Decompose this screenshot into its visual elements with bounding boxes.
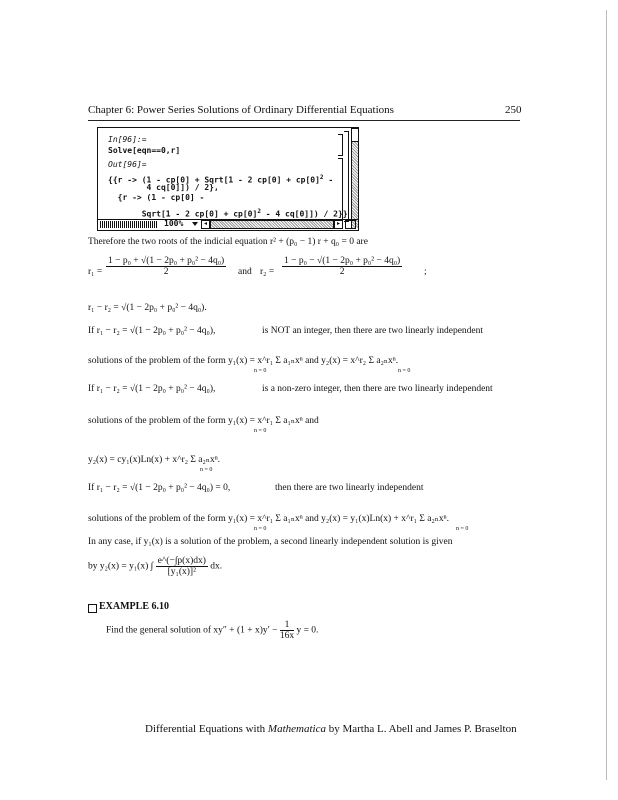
case2-y2: y₂(x) = cy₁(x)Ln(x) + x^r₂ Σ a₂ₙxⁿ. — [88, 455, 221, 465]
output-line-2: 4 cq[0]]) / 2}, — [108, 183, 219, 192]
second-solution-formula — [88, 556, 222, 577]
case3-solutions: solutions of the problem of the form y₁(x) = x^r₁ Σ a₁ₙxⁿ and y₂(x) = y₁(x)Ln(x) + x^r₁ Σ a₂ₙxⁿ. — [88, 514, 449, 524]
case2-sum-limit: n = 0 — [254, 428, 267, 434]
r2-denominator: 2 — [339, 267, 345, 277]
scroll-left-icon[interactable]: ◂ — [201, 220, 210, 229]
page-number: 250 — [505, 104, 522, 116]
r2-numerator: 1 − p₀ − √(1 − 2p₀ + p₀² − 4q₀) — [284, 256, 401, 266]
by-left: by y₂(x) = y₁(x) ∫ — [88, 561, 154, 572]
r2-fraction — [282, 256, 402, 277]
zoom-dropdown-icon[interactable] — [192, 222, 198, 226]
chapter-title: Chapter 6: Power Series Solutions of Ordinary Differential Equations — [88, 104, 394, 116]
case2-sum-limit-2: n = 0 — [200, 467, 213, 473]
cell-bracket-output[interactable] — [338, 158, 343, 220]
integrand-denominator: [y₁(x)]² — [167, 567, 196, 577]
case3-text: then there are two linearly independent — [275, 483, 424, 493]
output-line-3: {r -> (1 - cp[0] - — [108, 193, 205, 202]
output-label: Out[96]= — [108, 160, 147, 169]
any-case-text: In any case, if y₁(x) is a solution of the problem, a second linearly independent solution is given — [88, 537, 453, 547]
roots-intro: Therefore the two roots of the indicial equation r² + (p₀ − 1) r + q₀ = 0 are — [88, 237, 368, 247]
case1-sum-limit-2: n = 0 — [398, 368, 411, 374]
case2-condition: If r₁ − r₂ = √(1 − 2p₀ + p₀² − 4q₀), — [88, 384, 216, 394]
scroll-thumb[interactable] — [351, 128, 359, 142]
case1-text: is NOT an integer, then there are two linearly independent — [262, 326, 484, 336]
cell-bracket-group[interactable] — [344, 131, 349, 222]
r1-numerator: 1 − p₀ + √(1 − 2p₀ + p₀² − 4q₀) — [108, 256, 225, 266]
and-word: and — [238, 267, 252, 277]
example-heading: EXAMPLE 6.10 — [99, 601, 169, 612]
page-edge-line — [606, 10, 607, 780]
horizontal-scrollbar[interactable] — [210, 220, 334, 229]
vertical-scrollbar[interactable] — [351, 128, 358, 228]
integrand-numerator: e^(−∫p(x)dx) — [157, 556, 206, 566]
cell-bracket-input[interactable] — [338, 134, 343, 156]
output-line-4: Sqrt[1 - 2 $cp[0] + cp[0]^2 - 4$ cq[0]]) / 2}} — [108, 208, 348, 219]
roots-difference: r₁ − r₂ = √(1 − 2p₀ + p₀² − 4q₀). — [88, 303, 207, 313]
resize-grip-icon[interactable] — [345, 220, 356, 229]
r1-label: r₁ = — [88, 267, 103, 277]
case3-condition: If r₁ − r₂ = √(1 − 2p₀ + p₀² − 4q₀) = 0, — [88, 483, 231, 493]
case3-sum-limit: n = 0 — [254, 526, 267, 532]
input-label: In[96]:= — [108, 135, 147, 144]
footer-citation: Differential Equations with Mathematica by Martha L. Abell and James P. Braselton — [145, 723, 517, 735]
r2-label: r₂ = — [260, 267, 275, 277]
example-fraction: $\frac{1}{16x}$ — [279, 620, 295, 641]
header-rule — [88, 120, 520, 121]
r1-fraction — [106, 256, 226, 277]
example-prompt: Find the general solution of xy″ + (1 + x)y′ − $\frac{1}{16x}$ y = 0. — [106, 620, 319, 641]
scroll-right-icon[interactable]: ▸ — [334, 220, 343, 229]
integrand-fraction — [156, 556, 208, 577]
example-checkbox-icon — [88, 604, 97, 613]
output-line-1: {{r -> (1 - cp[0] + Sqrt[1 - 2 $cp[0] + cp[0]^2$ - — [108, 174, 334, 185]
case3-sum-limit-2: n = 0 — [456, 526, 469, 532]
case1-solutions: solutions of the problem of the form y₁(x) = x^r₁ Σ a₁ₙxⁿ and y₂(x) = x^r₂ Σ a₂ₙxⁿ. — [88, 356, 399, 366]
dx: dx. — [210, 561, 223, 572]
window-resize-area[interactable] — [100, 221, 158, 228]
case1-condition: If r₁ − r₂ = √(1 − 2p₀ + p₀² − 4q₀), — [88, 326, 216, 336]
notebook-window — [97, 127, 359, 231]
case1-sum-limit: n = 0 — [254, 368, 267, 374]
semicolon: ; — [424, 267, 427, 277]
zoom-level[interactable]: 100% — [164, 219, 184, 228]
case2-solutions: solutions of the problem of the form y₁(x) = x^r₁ Σ a₁ₙxⁿ and — [88, 416, 319, 426]
r1-denominator: 2 — [163, 267, 169, 277]
input-code[interactable]: Solve[eqn==0,r] — [108, 146, 181, 155]
case2-text: is a non-zero integer, then there are two linearly independent — [262, 384, 493, 394]
